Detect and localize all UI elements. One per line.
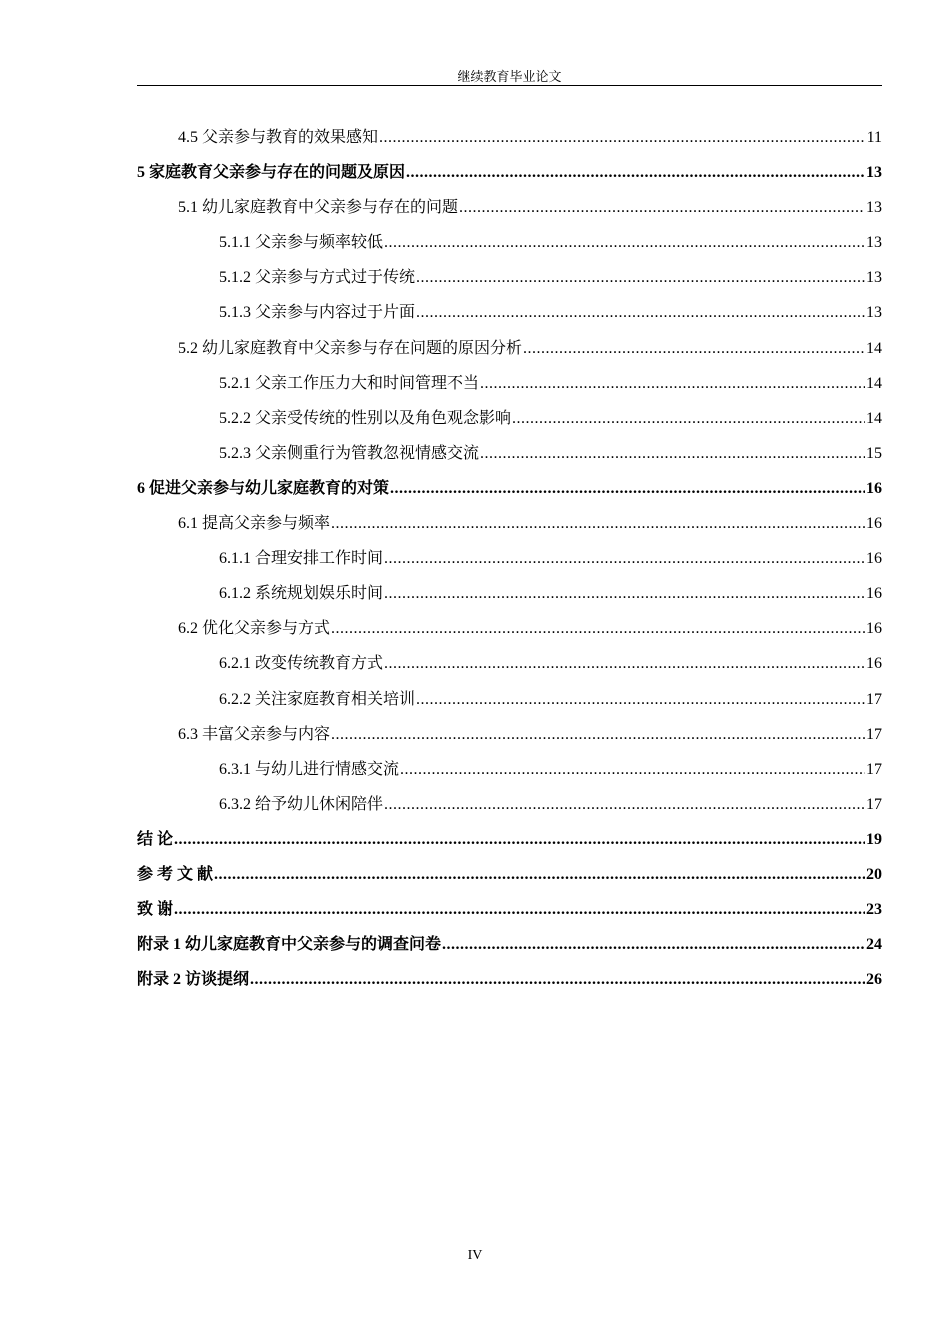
toc-leader-dots: [480, 436, 865, 471]
toc-entry-page: 19: [866, 830, 882, 848]
toc-entry-title: 6.2.2 关注家庭教育相关培训: [219, 690, 416, 708]
toc-entry-page: 17: [866, 760, 882, 778]
toc-entry-page: 16: [866, 515, 882, 533]
toc-entry-title: 5.1 幼儿家庭教育中父亲参与存在的问题: [178, 199, 459, 217]
toc-entry-page: 13: [866, 234, 882, 252]
toc-entry-title: 6.3.1 与幼儿进行情感交流: [219, 760, 400, 778]
toc-entry-title: 4.5 父亲参与教育的效果感知: [178, 129, 379, 146]
toc-leader-dots: [331, 611, 865, 646]
toc-entry-title: 6.2 优化父亲参与方式: [178, 620, 331, 638]
toc-entry[interactable]: [137, 436, 882, 471]
toc-entry[interactable]: [137, 717, 882, 752]
toc-entry-title: 5.1.3 父亲参与内容过于片面: [219, 304, 416, 322]
toc-entry[interactable]: [137, 155, 882, 190]
toc-entry-page: 16: [866, 655, 882, 673]
toc-entry-page: 13: [866, 164, 882, 182]
toc-entry[interactable]: [137, 331, 882, 366]
toc-entry-title: 5 家庭教育父亲参与存在的问题及原因: [137, 164, 406, 182]
toc-entry[interactable]: [137, 892, 882, 927]
toc-leader-dots: [384, 646, 865, 681]
toc-entry[interactable]: [137, 295, 882, 330]
toc-entry-title: 附录 1 幼儿家庭教育中父亲参与的调查问卷: [137, 936, 442, 954]
toc-entry-page: 13: [866, 269, 882, 287]
toc-entry-title: 5.1.2 父亲参与方式过于传统: [219, 269, 416, 287]
toc-entry[interactable]: [137, 822, 882, 857]
toc-leader-dots: [400, 752, 865, 787]
table-of-contents: [137, 120, 882, 997]
toc-leader-dots: [416, 682, 865, 717]
toc-entry[interactable]: [137, 857, 882, 892]
toc-leader-dots: [331, 506, 865, 541]
toc-entry-title: 6.3 丰富父亲参与内容: [178, 725, 331, 743]
toc-leader-dots: [406, 155, 865, 190]
toc-entry-page: 23: [866, 901, 882, 919]
toc-entry-page: 26: [866, 971, 882, 989]
toc-entry-page: 20: [866, 865, 882, 883]
toc-leader-dots: [512, 401, 865, 436]
toc-entry-page: 15: [866, 444, 882, 462]
toc-entry-title: 5.2.1 父亲工作压力大和时间管理不当: [219, 374, 480, 392]
toc-entry[interactable]: [137, 787, 882, 822]
header-rule: [137, 85, 882, 86]
toc-entry-title: 6.3.2 给予幼儿休闲陪伴: [219, 795, 384, 813]
toc-leader-dots: [384, 787, 865, 822]
toc-leader-dots: [416, 295, 865, 330]
toc-entry-page: 16: [866, 479, 882, 497]
toc-entry-title: 5.2 幼儿家庭教育中父亲参与存在问题的原因分析: [178, 339, 523, 357]
toc-entry[interactable]: [137, 646, 882, 681]
toc-entry[interactable]: [137, 260, 882, 295]
toc-entry-title: 6.1.1 合理安排工作时间: [219, 550, 384, 568]
toc-entry-page: 13: [866, 304, 882, 322]
toc-leader-dots: [384, 541, 865, 576]
toc-entry-page: 11: [866, 129, 882, 146]
toc-leader-dots: [379, 120, 866, 155]
toc-entry[interactable]: [137, 225, 882, 260]
toc-entry[interactable]: [137, 120, 882, 155]
toc-entry[interactable]: [137, 366, 882, 401]
running-header: 继续教育毕业论文: [457, 69, 562, 84]
toc-entry-title: 6.1.2 系统规划娱乐时间: [219, 585, 384, 603]
toc-leader-dots: [384, 225, 865, 260]
toc-entry-title: 5.1.1 父亲参与频率较低: [219, 234, 384, 252]
toc-leader-dots: [174, 822, 865, 857]
toc-leader-dots: [442, 927, 865, 962]
toc-entry[interactable]: [137, 962, 882, 997]
toc-entry-title: 6.2.1 改变传统教育方式: [219, 655, 384, 673]
page-number: IV: [467, 1248, 483, 1263]
toc-entry-page: 16: [866, 550, 882, 568]
toc-leader-dots: [214, 857, 865, 892]
toc-entry-page: 17: [866, 725, 882, 743]
toc-entry[interactable]: [137, 471, 882, 506]
toc-entry-title: 致 谢: [137, 901, 174, 919]
toc-leader-dots: [331, 717, 865, 752]
toc-leader-dots: [390, 471, 865, 506]
toc-entry-page: 17: [866, 690, 882, 708]
toc-entry-title: 参 考 文 献: [137, 865, 214, 883]
toc-entry-page: 24: [866, 936, 882, 954]
toc-entry-page: 14: [866, 339, 882, 357]
toc-leader-dots: [384, 576, 865, 611]
toc-leader-dots: [523, 331, 865, 366]
toc-entry-page: 14: [866, 374, 882, 392]
toc-entry[interactable]: [137, 752, 882, 787]
toc-entry[interactable]: [137, 927, 882, 962]
toc-entry-page: 16: [866, 620, 882, 638]
toc-leader-dots: [416, 260, 865, 295]
toc-entry[interactable]: [137, 576, 882, 611]
toc-entry-title: 5.2.3 父亲侧重行为管教忽视情感交流: [219, 444, 480, 462]
toc-entry[interactable]: [137, 506, 882, 541]
toc-entry-title: 结 论: [137, 830, 174, 848]
toc-entry-title: 附录 2 访谈提纲: [137, 971, 250, 989]
toc-entry-page: 14: [866, 409, 882, 427]
toc-entry[interactable]: [137, 401, 882, 436]
toc-entry-page: 16: [866, 585, 882, 603]
toc-entry[interactable]: [137, 541, 882, 576]
toc-entry-page: 17: [866, 795, 882, 813]
toc-leader-dots: [250, 962, 865, 997]
toc-entry-title: 6.1 提高父亲参与频率: [178, 515, 331, 533]
toc-entry-page: 13: [866, 199, 882, 217]
toc-entry-title: 6 促进父亲参与幼儿家庭教育的对策: [137, 479, 390, 497]
toc-leader-dots: [174, 892, 865, 927]
toc-entry[interactable]: [137, 190, 882, 225]
toc-leader-dots: [459, 190, 865, 225]
toc-entry[interactable]: [137, 682, 882, 717]
toc-leader-dots: [480, 366, 865, 401]
toc-entry[interactable]: [137, 611, 882, 646]
toc-entry-title: 5.2.2 父亲受传统的性别以及角色观念影响: [219, 409, 512, 427]
